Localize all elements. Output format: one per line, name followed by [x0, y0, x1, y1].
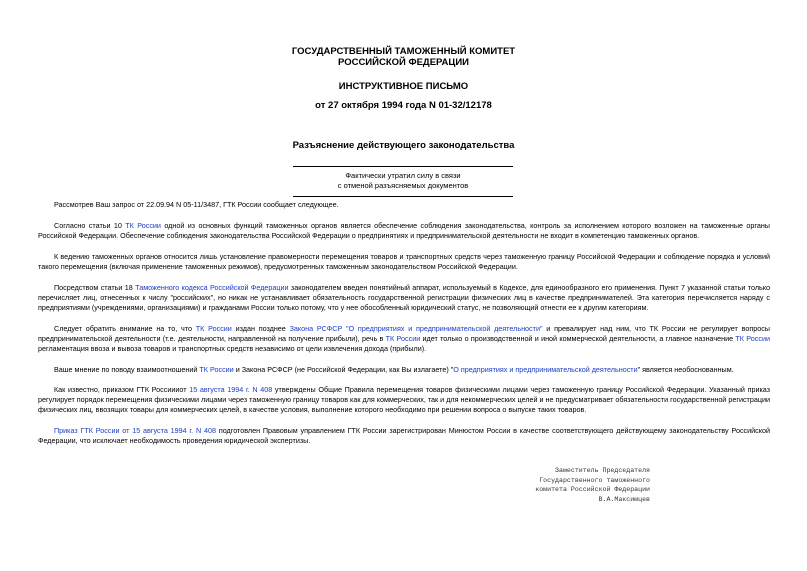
- status-note: [293, 171, 513, 191]
- paragraph-5-text-b: издан позднее: [231, 324, 290, 333]
- paragraph-1: [38, 200, 770, 210]
- signature-line-2: Государственного таможенного: [539, 476, 650, 484]
- status-note-line-1: Фактически утратил силу в связи: [345, 171, 461, 180]
- document-date: от 27 октября 1994 года N 01-32/12178: [315, 100, 492, 111]
- paragraph-2-text-a: Согласно статьи 10: [54, 221, 126, 230]
- paragraph-6: [38, 365, 770, 375]
- paragraph-7-text-b: утверждены Общие Правила перемещения товаров физическими лицами через таможенную границу Российской Федерации. Указанный приказ регулирует порядок перемещения физическими лицами через таможенную границу товаров как для коммерческих, так и для некоммерческих целей и не предусматривает обязательности государственной регистрации физических лиц, ввозящих товары для коммерческих целей, в качестве условия, выполнение которого необходимо при решении вопроса о выпуске таких товаров.: [38, 385, 770, 414]
- signature-name: В.А.Максимцев: [598, 495, 650, 503]
- paragraph-8: [38, 426, 770, 446]
- paragraph-8-text-b: подготовлен Правовым управлением ГТК России зарегистрирован Минюстом России в качестве соответствующего действующему законодательству Российской Федерации, что исключает необходимость проведения юридической экспертизы.: [38, 426, 770, 445]
- tk-russia-link-3[interactable]: ТК России: [385, 334, 421, 343]
- rsfsr-law-link[interactable]: Закона РСФСР "О предприятиях и предпринимательской деятельности": [289, 324, 543, 333]
- paragraph-7-text-a: Как известно, приказом ГТК Россиииот: [54, 385, 190, 394]
- status-note-line-2: с отменой разъясняемых документов: [337, 181, 469, 190]
- paragraph-4-text-b: законодателем введен понятийный аппарат, используемый в Кодексе, для единообразного его применения. Пункт 7 указанной статьи только перечисляет лиц, отнесенных к числу "российских", но никак не устанавливает обязательность государственной регистрации физических лиц в качестве предпринимателей. Эта категория перечисляется наряду с предприятиями (учреждениями, организациями) и гражданами России только потому, что у нее обособленный юридический статус, не позволяющий отнести ее к другим категориям.: [38, 283, 770, 312]
- paragraph-5-text-d: идет только о производственной и иной коммерческой деятельности, а главное назначение: [420, 334, 736, 343]
- tk-russia-link-4[interactable]: ТК России: [735, 334, 770, 343]
- paragraph-7: [38, 385, 770, 415]
- paragraph-1-text: Рассмотрев Ваш запрос от 22.09.94 N 05-11/3487, ГТК России сообщает следующее.: [54, 200, 339, 209]
- signature-line-3: комитета Российской Федерации: [535, 486, 650, 493]
- order-408-link[interactable]: 15 августа 1994 г. N 408: [189, 385, 273, 394]
- paragraph-2-text-b: одной из основных функций таможенных органов является обеспечение соблюдения законодательства, контроль за исполнением которого возложен на таможенные органы Российской Федерации. Обеспечение соблюдения законодательства Российской Федерации о предпринятиях и предпринимательской деятельности не входит в компетенцию таможенных органов.: [38, 221, 770, 240]
- customs-code-link[interactable]: Таможенного кодекса Российской Федерации: [135, 283, 289, 292]
- issuing-authority: [0, 46, 807, 68]
- tk-russia-link[interactable]: ТК России: [125, 221, 161, 230]
- paragraph-5-text-e: регламентация ввоза и вывоза товаров и транспортных средств независимо от цели извлечения дохода (прибыли).: [38, 344, 427, 353]
- authority-line-1: ГОСУДАРСТВЕННЫЙ ТАМОЖЕННЫЙ КОМИТЕТ: [291, 46, 516, 57]
- paragraph-6-text-c: " является необоснованным.: [637, 365, 734, 374]
- paragraph-5-text-c: и превалирует над ним, что ТК России не регулирует вопросы предпринимательской деятельности (т.е. деятельности, направленной на получение прибыли), речь в: [38, 324, 770, 343]
- enterprises-law-link[interactable]: О предприятиях и предпринимательской деятельности: [453, 365, 638, 374]
- note-top-rule: [293, 166, 513, 167]
- tk-russia-link-2[interactable]: ТК России: [195, 324, 232, 333]
- note-bottom-rule: [293, 196, 513, 197]
- paragraph-4-text-a: Посредством статьи 18: [54, 283, 136, 292]
- paragraph-3-text: К ведению таможенных органов относится лишь установление правомерности перемещения товаров и транспортных средств через таможенную границу Российской Федерации и соблюдение порядка и условий такого перемещения (включая применение таможенных режимов), предусмотренных таможенным законодательством Российской Федерации.: [38, 252, 770, 271]
- paragraph-6-text-b: и Закона РСФСР (не Российской Федерации, как Вы излагаете) ": [233, 365, 454, 374]
- tk-russia-link-5[interactable]: ТК России: [199, 365, 234, 374]
- paragraph-5: [38, 324, 770, 354]
- authority-line-2: РОССИЙСКОЙ ФЕДЕРАЦИИ: [337, 57, 469, 68]
- signature-block: [500, 466, 650, 504]
- order-408-link-2[interactable]: Приказ ГТК России от 15 августа 1994 г. N 408: [54, 426, 216, 435]
- document-type: ИНСТРУКТИВНОЕ ПИСЬМО: [338, 81, 469, 92]
- paragraph-6-text-a: Ваше мнение по поводу взаимоотношений: [54, 365, 200, 374]
- document-subject: Разъяснение действующего законодательства: [292, 140, 515, 151]
- paragraph-2: [38, 221, 770, 241]
- paragraph-3: [38, 252, 770, 272]
- signature-line-1: Заместитель Председателя: [555, 467, 650, 474]
- paragraph-5-text-a: Следует обратить внимание на то, что: [54, 324, 196, 333]
- paragraph-4: [38, 283, 770, 313]
